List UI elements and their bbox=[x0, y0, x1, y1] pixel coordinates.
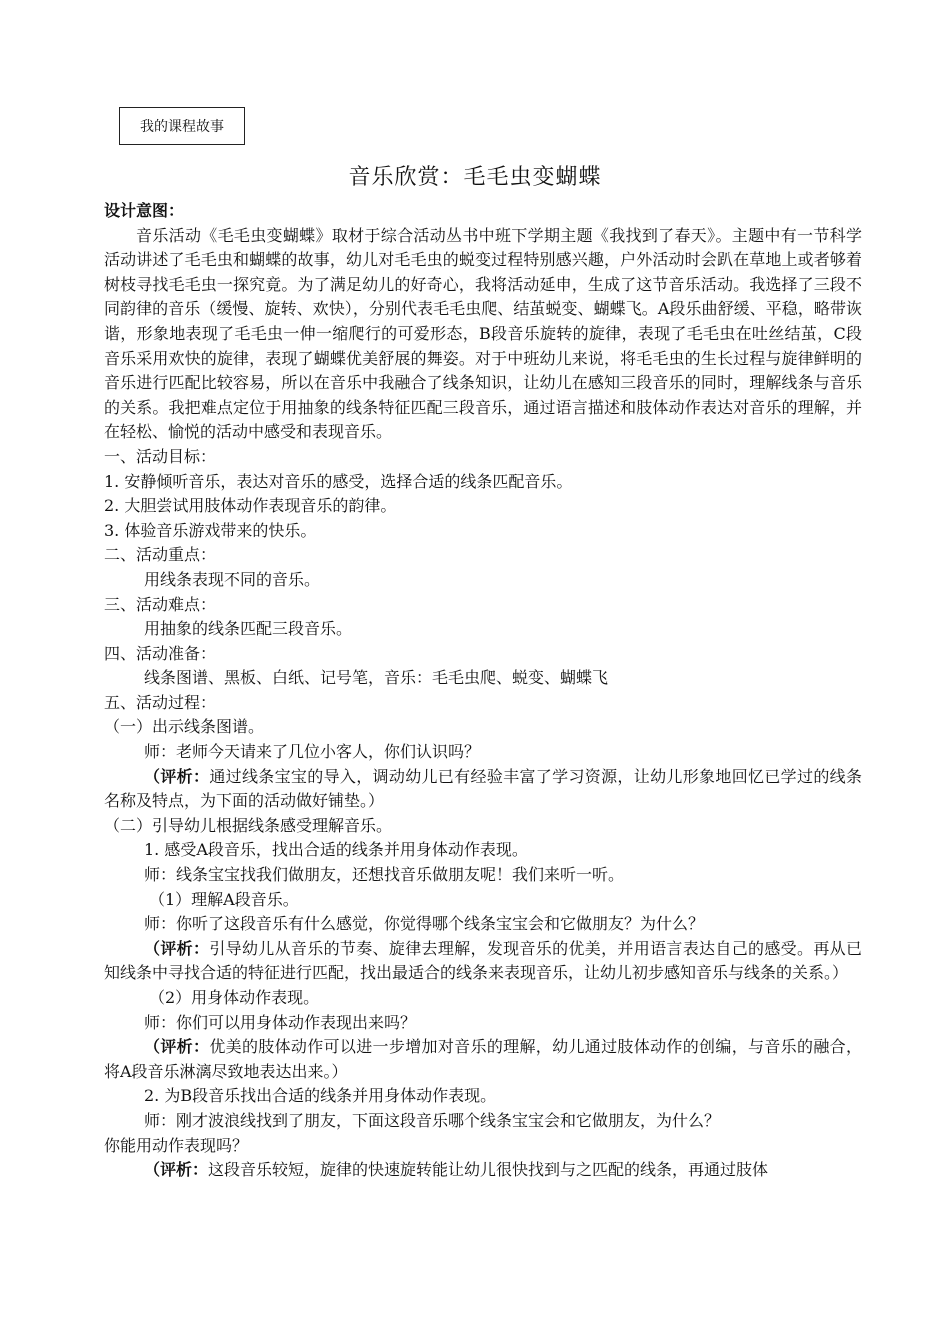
goal-item: 3. 体验音乐游戏带来的快乐。 bbox=[104, 520, 317, 540]
design-paragraph: 音乐活动《毛毛虫变蝴蝶》取材于综合活动丛书中班下学期主题《我找到了春天》。主题中有一节科学活动讲述了毛毛虫和蝴蝶的故事，幼儿对毛毛虫的蜕变过程特别感兴趣，户外活动时会趴在草地上或者够着树枝寻找毛毛虫一探究竟。为了满足幼儿的好奇心，我将活动延申，生成了这节音乐活动。我选择了三段不同韵律的音乐（缓慢、旋转、欢快），分别代表毛毛虫爬、结茧蜕变、蝴蝶飞。A段乐曲舒缓、平稳，略带诙谐，形象地表现了毛毛虫一伸一缩爬行的可爱形态，B段音乐旋转的旋律，表现了毛毛虫在吐丝结茧，C段音乐采用欢快的旋律，表现了蝴蝶优美舒展的舞姿。对于中班幼儿来说，将毛毛虫的生长过程与旋律鲜明的音乐进行匹配比较容易，所以在音乐中我融合了线条知识，让幼儿在感知三段音乐的同时，理解线条与音乐的关系。我把难点定位于用抽象的线条特征匹配三段音乐，通过语言描述和肢体动作表达对音乐的理解，并在轻松、愉悦的活动中感受和表现音乐。 bbox=[104, 225, 862, 442]
evaluation-note bbox=[104, 937, 862, 986]
teacher-line: 师：刚才波浪线找到了朋友，下面这段音乐哪个线条宝宝会和它做朋友，为什么？ bbox=[144, 1110, 721, 1130]
step-title: 1. 感受A段音乐，找出合适的线条并用身体动作表现。 bbox=[144, 840, 528, 860]
prep-text: 线条图谱、黑板、白纸、记号笔，音乐：毛毛虫爬、蜕变、蝴蝶飞 bbox=[144, 668, 609, 688]
teacher-line: 师：老师今天请来了几位小客人，你们认识吗？ bbox=[144, 742, 481, 762]
key-heading: 二、活动重点： bbox=[104, 545, 217, 565]
teacher-line-continued: 你能用动作表现吗？ bbox=[104, 1135, 249, 1155]
evaluation-label: （评析： bbox=[144, 938, 210, 958]
process-heading: 五、活动过程： bbox=[104, 692, 217, 712]
prep-heading: 四、活动准备： bbox=[104, 643, 217, 663]
section-2-title: （二）引导幼儿根据线条感受理解音乐。 bbox=[104, 815, 393, 835]
substep-title: （1）理解A段音乐。 bbox=[149, 889, 299, 909]
teacher-line: 师：线条宝宝找我们做朋友，还想找音乐做朋友呢！我们来听一听。 bbox=[144, 865, 625, 885]
document-body bbox=[104, 199, 862, 1183]
page-title: 音乐欣赏：毛毛虫变蝴蝶 bbox=[348, 165, 602, 190]
teacher-line: 师：你听了这段音乐有什么感觉，你觉得哪个线条宝宝会和它做朋友？为什么？ bbox=[144, 914, 705, 934]
substep-title: （2）用身体动作表现。 bbox=[149, 988, 320, 1007]
goal-item: 1. 安静倾听音乐，表达对音乐的感受，选择合适的线条匹配音乐。 bbox=[104, 471, 573, 491]
teacher-line: 师：你们可以用身体动作表现出来吗？ bbox=[144, 1012, 417, 1032]
key-text: 用线条表现不同的音乐。 bbox=[144, 569, 321, 589]
evaluation-text: 引导幼儿从音乐的节奏、旋律去理解，发现音乐的优美，并用语言表达自己的感受。再从已知线条中寻找合适的特征进行匹配，找出最适合的线条来表现音乐，让幼儿初步感知音乐与线条的关系。） bbox=[104, 938, 862, 983]
evaluation-label: （评析： bbox=[144, 1160, 209, 1180]
course-story-tag: 我的课程故事 bbox=[119, 107, 245, 145]
evaluation-note bbox=[104, 1035, 862, 1084]
goal-item: 2. 大胆尝试用肢体动作表现音乐的韵律。 bbox=[104, 496, 397, 516]
evaluation-note bbox=[104, 765, 862, 814]
evaluation-text: 这段音乐较短，旋律的快速旋转能让幼儿很快找到与之匹配的线条，再通过肢体 bbox=[208, 1160, 769, 1180]
evaluation-text: 通过线条宝宝的导入，调动幼儿已有经验丰富了学习资源，让幼儿形象地回忆已学过的线条名称及特点，为下面的活动做好铺垫。） bbox=[104, 766, 862, 811]
step-title: 2. 为B段音乐找出合适的线条并用身体动作表现。 bbox=[144, 1086, 497, 1106]
evaluation-text: 优美的肢体动作可以进一步增加对音乐的理解，幼儿通过肢体动作的创编，与音乐的融合，将A段音乐淋漓尽致地表达出来。） bbox=[104, 1037, 862, 1081]
evaluation-label: （评析： bbox=[144, 766, 210, 786]
goals-heading: 一、活动目标： bbox=[104, 446, 217, 466]
design-heading: 设计意图： bbox=[104, 201, 185, 220]
evaluation-label: （评析： bbox=[144, 1037, 210, 1057]
section-1-title: （一）出示线条图谱。 bbox=[104, 717, 265, 737]
evaluation-note bbox=[104, 1158, 862, 1183]
difficulty-text: 用抽象的线条匹配三段音乐。 bbox=[144, 619, 353, 639]
difficulty-heading: 三、活动难点： bbox=[104, 594, 217, 614]
